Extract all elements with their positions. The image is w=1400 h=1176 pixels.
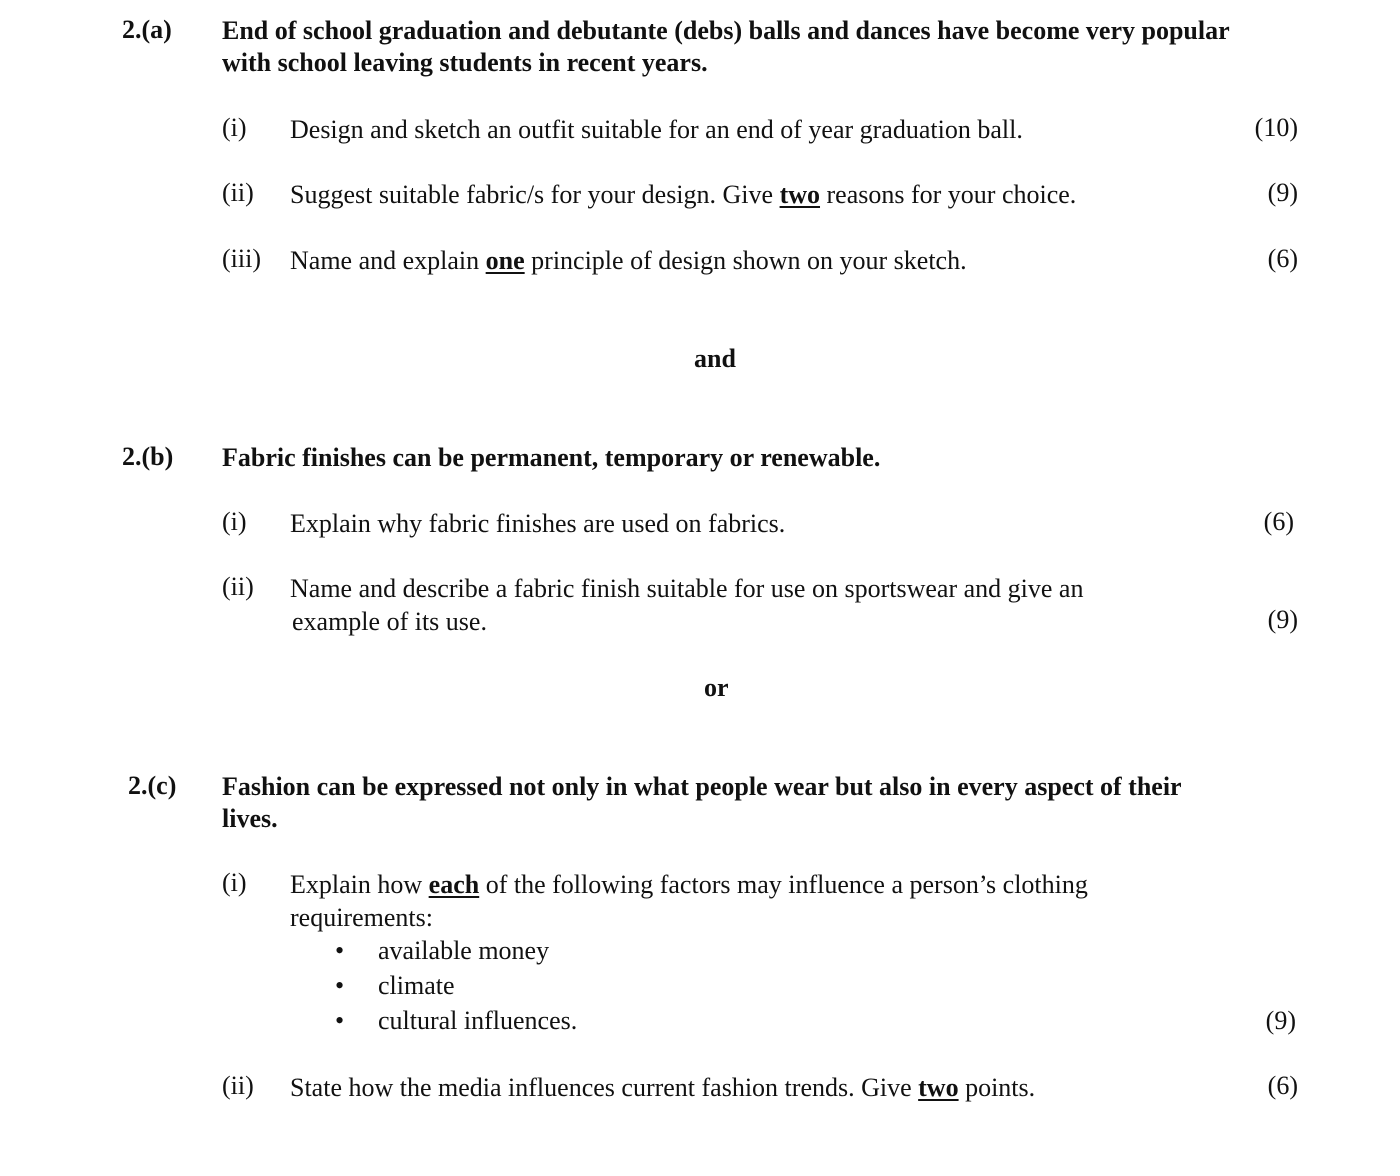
factors-bullet-list bbox=[335, 936, 735, 1041]
question-2c-stem: Fashion can be expressed not only in what people wear but also in every aspect of their lives. bbox=[222, 772, 1182, 833]
question-2b-i-label: (i) bbox=[222, 507, 247, 536]
emphasis-two: two bbox=[918, 1073, 959, 1102]
question-2b-number: 2.(b) bbox=[122, 442, 174, 471]
question-2b-i-marks: (6) bbox=[1263, 507, 1294, 536]
question-2a-i-marks: (10) bbox=[1254, 113, 1298, 142]
list-item bbox=[335, 971, 735, 1006]
list-item bbox=[335, 936, 735, 971]
question-2a-stem: End of school graduation and debutante (debs) balls and dances have become very popular with school leaving students in recent years. bbox=[222, 16, 1230, 77]
emphasis-each: each bbox=[428, 870, 480, 899]
question-2a-ii-text: Suggest suitable fabric/s for your design. Give two reasons for your choice. bbox=[290, 180, 1077, 209]
question-2c-i-label: (i) bbox=[222, 868, 247, 897]
question-2c-i-text-line2: requirements: bbox=[290, 903, 433, 932]
question-2a-ii-label: (ii) bbox=[222, 178, 254, 207]
connector-and: and bbox=[694, 344, 736, 373]
question-2b-stem: Fabric finishes can be permanent, temporary or renewable. bbox=[222, 443, 881, 472]
question-2a-number: 2.(a) bbox=[122, 15, 172, 44]
question-2b-ii-label: (ii) bbox=[222, 572, 254, 601]
question-2b-ii-marks: (9) bbox=[1267, 605, 1298, 634]
question-2c-ii-text: State how the media influences current fashion trends. Give two points. bbox=[290, 1073, 1036, 1102]
question-2c-i-marks: (9) bbox=[1265, 1006, 1296, 1035]
bullet-icon: • bbox=[335, 936, 345, 965]
question-2a-iii-marks: (6) bbox=[1267, 244, 1298, 273]
question-2a-iii-text: Name and explain one principle of design shown on your sketch. bbox=[290, 246, 967, 275]
question-2b-i-text: Explain why fabric finishes are used on fabrics. bbox=[290, 509, 786, 538]
question-2b-ii-text-line1: Name and describe a fabric finish suitable for use on sportswear and give an bbox=[290, 574, 1084, 603]
bullet-text: available money bbox=[378, 936, 550, 965]
bullet-text: cultural influences. bbox=[378, 1006, 578, 1035]
question-2c-ii-label: (ii) bbox=[222, 1071, 254, 1100]
question-2b-ii-text-line2: example of its use. bbox=[292, 607, 487, 636]
bullet-icon: • bbox=[335, 971, 345, 1000]
question-2a-i-label: (i) bbox=[222, 113, 247, 142]
question-2c-ii-marks: (6) bbox=[1267, 1071, 1298, 1100]
question-2c-i-text-line1: Explain how each of the following factors may influence a person’s clothing bbox=[290, 870, 1088, 899]
question-2a-ii-marks: (9) bbox=[1267, 178, 1298, 207]
bullet-text: climate bbox=[378, 971, 455, 1000]
question-2a-iii-label: (iii) bbox=[222, 244, 261, 273]
emphasis-one: one bbox=[485, 246, 525, 275]
bullet-icon: • bbox=[335, 1006, 345, 1035]
question-2c-number: 2.(c) bbox=[128, 771, 177, 800]
emphasis-two: two bbox=[779, 180, 821, 209]
connector-or: or bbox=[704, 673, 729, 702]
list-item bbox=[335, 1006, 735, 1041]
question-2a-i-text: Design and sketch an outfit suitable for an end of year graduation ball. bbox=[290, 115, 1023, 144]
